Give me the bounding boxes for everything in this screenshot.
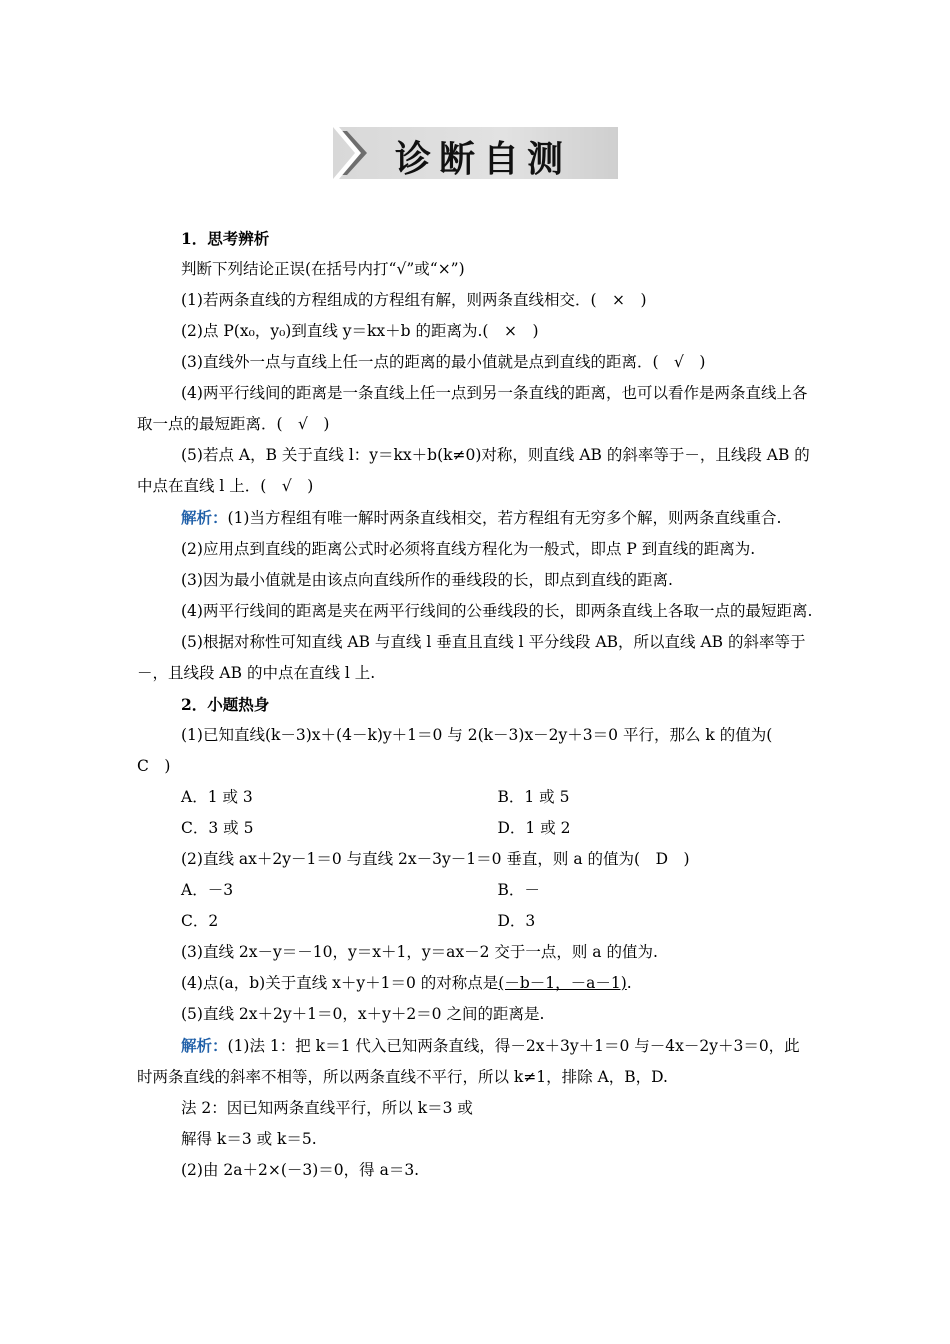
analysis-text: (1)法 1：把 k＝1 代入已知两条直线，得－2x＋3y＋1＝0 与－4x－2y＋3＝0，此时两条直线的斜率不相等，所以两条直线不平行，所以 k≠1，排除 A，B，D.	[137, 1037, 800, 1086]
option: C．2	[181, 912, 219, 930]
question: (2)直线 ax＋2y－1＝0 与直线 2x－3y－1＝0 垂直，则 a 的值为( D )	[181, 850, 690, 868]
options-row	[137, 782, 814, 813]
option: A．－3	[181, 881, 234, 899]
section2-heading: 2．小题热身	[181, 695, 270, 714]
question: (3)直线 2x－y＝－10，y＝x＋1，y＝ax－2 交于一点，则 a 的值为.	[181, 943, 658, 961]
analysis-label: 解析：	[181, 508, 228, 527]
section1-heading: 1．思考辨析	[181, 229, 270, 248]
question	[137, 968, 814, 999]
analysis-paragraph: (3)因为最小值就是由该点向直线所作的垂线段的长，即点到直线的距离.	[181, 571, 673, 589]
analysis-paragraph: 法 2：因已知两条直线平行，所以 k＝3 或	[181, 1099, 473, 1117]
analysis-paragraph: 解得 k＝3 或 k＝5.	[181, 1130, 317, 1148]
section-banner	[333, 127, 618, 179]
question-end: .	[626, 974, 632, 992]
analysis-paragraph	[137, 502, 814, 534]
analysis-paragraph: (2)由 2a＋2×(－3)＝0，得 a＝3.	[181, 1161, 420, 1179]
judgement-item: (1)若两条直线的方程组成的方程组有解，则两条直线相交．( × )	[181, 291, 647, 309]
answer-underlined: (－b－1，－a－1)	[498, 974, 627, 992]
option: C．3 或 5	[181, 819, 254, 837]
option: A．1 或 3	[181, 788, 253, 806]
document-body	[137, 223, 814, 1186]
option: B．1 或 5	[497, 788, 570, 806]
options-row	[137, 813, 814, 844]
option: D．1 或 2	[497, 819, 571, 837]
options-row	[137, 906, 814, 937]
banner-title: 诊断自测	[395, 139, 572, 180]
analysis-paragraph	[137, 1030, 814, 1093]
analysis-paragraph: (2)应用点到直线的距离公式时必须将直线方程化为一般式，即点 P 到直线的距离为.	[181, 540, 756, 558]
question-text: (4)点(a，b)关于直线 x＋y＋1＝0 的对称点是	[181, 974, 499, 992]
judgement-item: (4)两平行线间的距离是一条直线上任一点到另一条直线的距离，也可以看作是两条直线上各取一点的最短距离．( √ )	[137, 384, 808, 433]
option: D．3	[497, 912, 536, 930]
section1-instruction: 判断下列结论正误(在括号内打“√”或“×”)	[181, 260, 465, 278]
analysis-paragraph: (5)根据对称性可知直线 AB 与直线 l 垂直且直线 l 平分线段 AB，所以直线 AB 的斜率等于－，且线段 AB 的中点在直线 l 上.	[137, 633, 806, 682]
chevron-right-icon	[333, 127, 377, 179]
judgement-item: (5)若点 A，B 关于直线 l：y＝kx＋b(k≠0)对称，则直线 AB 的斜率等于－，且线段 AB 的中点在直线 l 上．( √ )	[137, 446, 810, 495]
judgement-item: (3)直线外一点与直线上任一点的距离的最小值就是点到直线的距离．( √ )	[181, 353, 706, 371]
question: (1)已知直线(k－3)x＋(4－k)y＋1＝0 与 2(k－3)x－2y＋3＝0 平行，那么 k 的值为( C )	[137, 726, 788, 775]
analysis-paragraph: (4)两平行线间的距离是夹在两平行线间的公垂线段的长，即两条直线上各取一点的最短距离.	[181, 602, 813, 620]
analysis-text: (1)当方程组有唯一解时两条直线相交，若方程组有无穷多个解，则两条直线重合.	[227, 509, 782, 527]
options-row	[137, 875, 814, 906]
analysis-label: 解析：	[181, 1036, 228, 1055]
question: (5)直线 2x＋2y＋1＝0，x＋y＋2＝0 之间的距离是.	[181, 1005, 545, 1023]
option: B．－	[497, 881, 540, 899]
judgement-item: (2)点 P(x₀，y₀)到直线 y＝kx＋b 的距离为.( × )	[181, 322, 539, 340]
